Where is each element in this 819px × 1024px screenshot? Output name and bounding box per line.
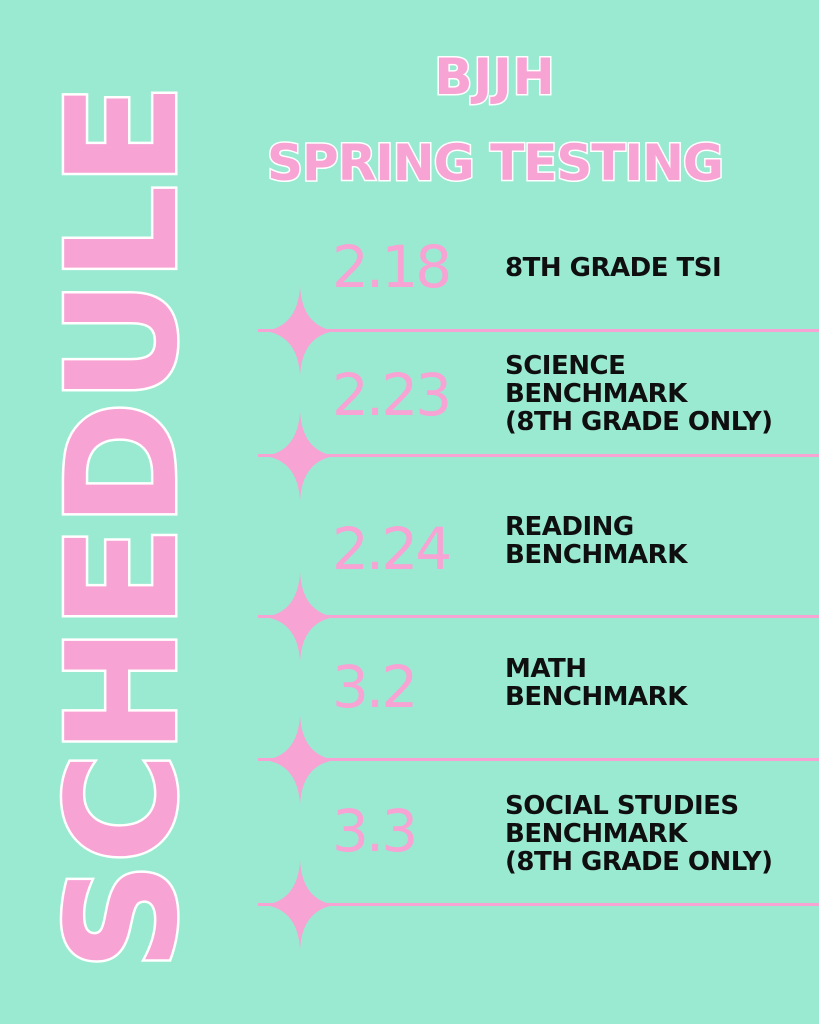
sparkle-icon [265,860,335,950]
schedule-event-4: MATH BENCHMARK [505,654,687,712]
sparkle-icon [265,411,335,501]
sparkle-icon [265,572,335,662]
divider-4 [258,758,819,761]
schedule-date-1: 2.18 [332,233,450,301]
schedule-date-3: 2.24 [332,515,450,583]
divider-5 [258,903,819,906]
schedule-vertical-title: SCHEDULE [34,84,211,972]
divider-3 [258,615,819,618]
divider-1 [258,329,819,332]
schedule-date-4: 3.2 [332,653,416,721]
sparkle-icon [265,286,335,376]
schedule-event-5: SOCIAL STUDIES BENCHMARK (8TH GRADE ONLY) [505,791,773,877]
schedule-event-1: 8TH GRADE TSI [505,253,722,283]
schedule-event-3: READING BENCHMARK [505,512,687,570]
school-name-heading: BJJH [434,48,556,106]
spring-testing-heading: SPRING TESTING [267,134,723,192]
divider-2 [258,454,819,457]
schedule-event-2: SCIENCE BENCHMARK (8TH GRADE ONLY) [505,351,773,437]
schedule-date-2: 2.23 [332,361,450,429]
sparkle-icon [265,715,335,805]
schedule-date-5: 3.3 [332,797,416,865]
